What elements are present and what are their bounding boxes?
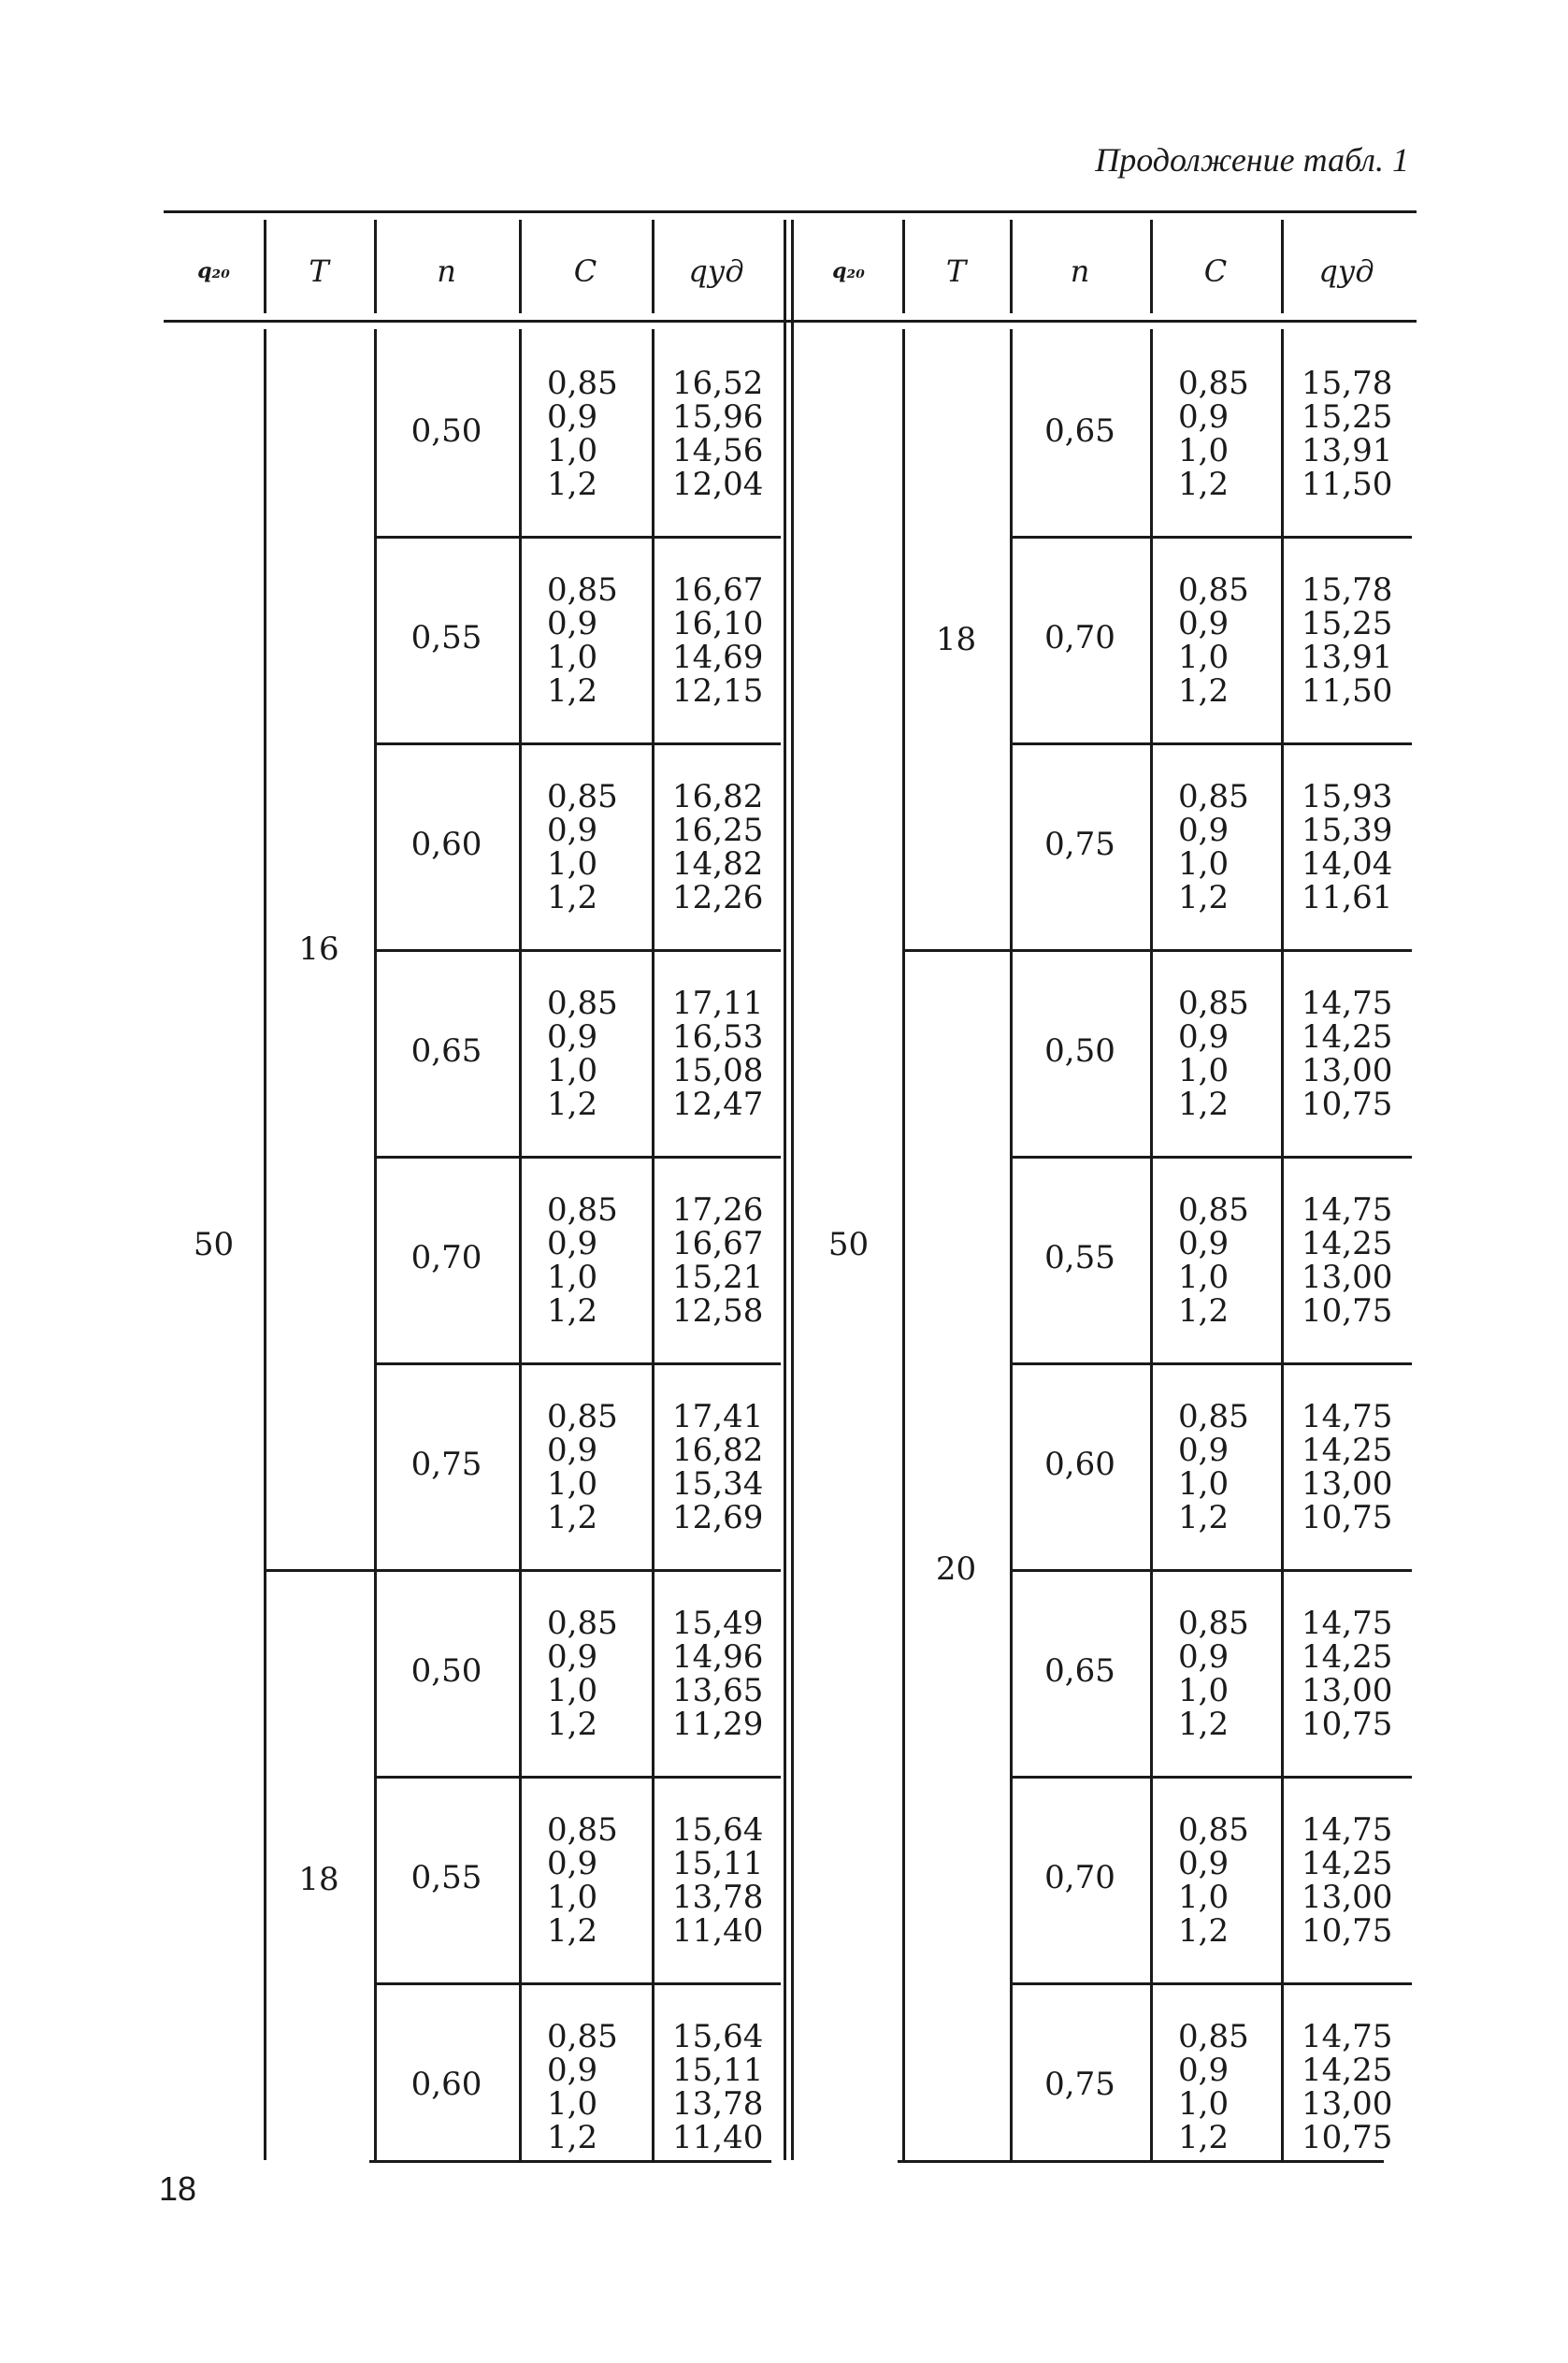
right-n-value: 0,65: [1044, 411, 1115, 450]
right-qud-values: 14,75 14,25 13,00 10,75: [1302, 1398, 1393, 1536]
right-n-value: 0,75: [1044, 825, 1115, 863]
right-n-value: 0,60: [1044, 1445, 1115, 1483]
left-header-C: C: [573, 253, 597, 289]
right-row-separator: [1010, 1156, 1412, 1159]
left-qud-values: 17,11 16,53 15,08 12,47: [672, 985, 764, 1123]
right-column-divider: [1281, 329, 1284, 2160]
left-n-value: 0,50: [410, 411, 482, 450]
right-qud-values: 15,78 15,25 13,91 11,50: [1302, 571, 1393, 710]
right-qud-values: 15,78 15,25 13,91 11,50: [1302, 365, 1393, 503]
left-column-divider: [652, 329, 655, 2160]
page-number: 18: [159, 2169, 197, 2208]
center-double-divider: [784, 220, 786, 2160]
right-header-T: T: [945, 253, 967, 289]
right-qud-values: 14,75 14,25 13,00 10,75: [1302, 2018, 1393, 2156]
table-top-rule: [164, 210, 1417, 213]
left-q20-value: 50: [193, 1226, 235, 1263]
left-header-qud: qуд: [688, 253, 744, 289]
left-t-value: 18: [298, 1860, 339, 1898]
left-qud-values: 16,52 15,96 14,56 12,04: [672, 365, 764, 503]
left-row-separator: [374, 1982, 781, 1985]
right-c-values: 0,85 0,9 1,0 1,2: [1178, 1811, 1249, 1950]
right-q20-value: 50: [827, 1226, 870, 1263]
left-header-T: T: [309, 253, 329, 289]
left-c-values: 0,85 0,9 1,0 1,2: [547, 1398, 618, 1536]
center-double-divider: [791, 220, 794, 2160]
right-qud-values: 14,75 14,25 13,00 10,75: [1302, 1811, 1393, 1950]
left-c-values: 0,85 0,9 1,0 1,2: [547, 778, 618, 916]
left-n-value: 0,55: [410, 618, 482, 656]
left-header-q20: q₂₀: [197, 259, 230, 283]
right-c-values: 0,85 0,9 1,0 1,2: [1178, 778, 1249, 916]
right-row-separator: [1010, 1362, 1412, 1365]
right-qud-values: 14,75 14,25 13,00 10,75: [1302, 985, 1393, 1123]
left-row-separator: [374, 536, 781, 539]
right-row-separator: [1010, 1776, 1412, 1779]
left-row-separator: [374, 1156, 781, 1159]
left-n-value: 0,50: [410, 1651, 482, 1690]
right-n-value: 0,55: [1044, 1238, 1115, 1276]
right-n-value: 0,65: [1044, 1651, 1115, 1690]
right-group-separator: [902, 949, 1412, 952]
table-bottom-rule-right: [898, 2160, 1384, 2163]
left-c-values: 0,85 0,9 1,0 1,2: [547, 1191, 618, 1330]
right-header-qud: qуд: [1318, 253, 1374, 289]
right-c-values: 0,85 0,9 1,0 1,2: [1178, 1191, 1249, 1330]
left-qud-values: 15,49 14,96 13,65 11,29: [672, 1605, 764, 1743]
left-row-separator: [374, 742, 781, 745]
left-qud-values: 16,67 16,10 14,69 12,15: [672, 571, 764, 710]
right-row-separator: [1010, 1569, 1412, 1572]
right-row-separator: [1010, 1982, 1412, 1985]
left-n-value: 0,60: [410, 825, 482, 863]
right-n-value: 0,50: [1044, 1031, 1115, 1070]
header-bottom-rule: [164, 320, 1417, 323]
left-qud-values: 15,64 15,11 13,78 11,40: [672, 1811, 764, 1950]
left-n-value: 0,55: [410, 1858, 482, 1896]
right-c-values: 0,85 0,9 1,0 1,2: [1178, 2018, 1249, 2156]
right-row-separator: [1010, 536, 1412, 539]
right-qud-values: 15,93 15,39 14,04 11,61: [1302, 778, 1393, 916]
right-c-values: 0,85 0,9 1,0 1,2: [1178, 365, 1249, 503]
right-qud-values: 14,75 14,25 13,00 10,75: [1302, 1605, 1393, 1743]
right-c-values: 0,85 0,9 1,0 1,2: [1178, 1398, 1249, 1536]
left-qud-values: 15,64 15,11 13,78 11,40: [672, 2018, 764, 2156]
left-row-separator: [374, 1776, 781, 1779]
continuation-caption: Продолжение табл. 1: [1095, 141, 1409, 179]
left-c-values: 0,85 0,9 1,0 1,2: [547, 2018, 618, 2156]
left-header-n: n: [437, 253, 456, 289]
left-t-value: 16: [298, 930, 339, 968]
left-n-value: 0,70: [410, 1238, 482, 1276]
left-c-values: 0,85 0,9 1,0 1,2: [547, 365, 618, 503]
left-c-values: 0,85 0,9 1,0 1,2: [547, 1811, 618, 1950]
left-qud-values: 17,26 16,67 15,21 12,58: [672, 1191, 764, 1330]
left-n-value: 0,75: [410, 1445, 482, 1483]
right-row-separator: [1010, 742, 1412, 745]
left-qud-values: 16,82 16,25 14,82 12,26: [672, 778, 764, 916]
right-n-value: 0,70: [1044, 618, 1115, 656]
right-n-value: 0,70: [1044, 1858, 1115, 1896]
left-row-separator: [374, 949, 781, 952]
left-n-value: 0,60: [410, 2065, 482, 2103]
right-column-divider: [902, 329, 905, 2160]
right-header-q20: q₂₀: [832, 259, 865, 283]
left-qud-values: 17,41 16,82 15,34 12,69: [672, 1398, 764, 1536]
right-n-value: 0,75: [1044, 2065, 1115, 2103]
right-qud-values: 14,75 14,25 13,00 10,75: [1302, 1191, 1393, 1330]
left-group-separator: [264, 1569, 781, 1572]
right-t-value: 18: [935, 620, 977, 658]
right-header-n: n: [1070, 253, 1090, 289]
right-c-values: 0,85 0,9 1,0 1,2: [1178, 571, 1249, 710]
right-c-values: 0,85 0,9 1,0 1,2: [1178, 1605, 1249, 1743]
right-header-C: C: [1203, 253, 1228, 289]
right-column-divider: [1150, 329, 1153, 2160]
right-c-values: 0,85 0,9 1,0 1,2: [1178, 985, 1249, 1123]
table-bottom-rule-left: [369, 2160, 771, 2163]
right-t-value: 20: [935, 1550, 977, 1588]
left-c-values: 0,85 0,9 1,0 1,2: [547, 1605, 618, 1743]
left-column-divider: [519, 329, 522, 2160]
left-c-values: 0,85 0,9 1,0 1,2: [547, 985, 618, 1123]
left-c-values: 0,85 0,9 1,0 1,2: [547, 571, 618, 710]
left-n-value: 0,65: [410, 1031, 482, 1070]
left-row-separator: [374, 1362, 781, 1365]
